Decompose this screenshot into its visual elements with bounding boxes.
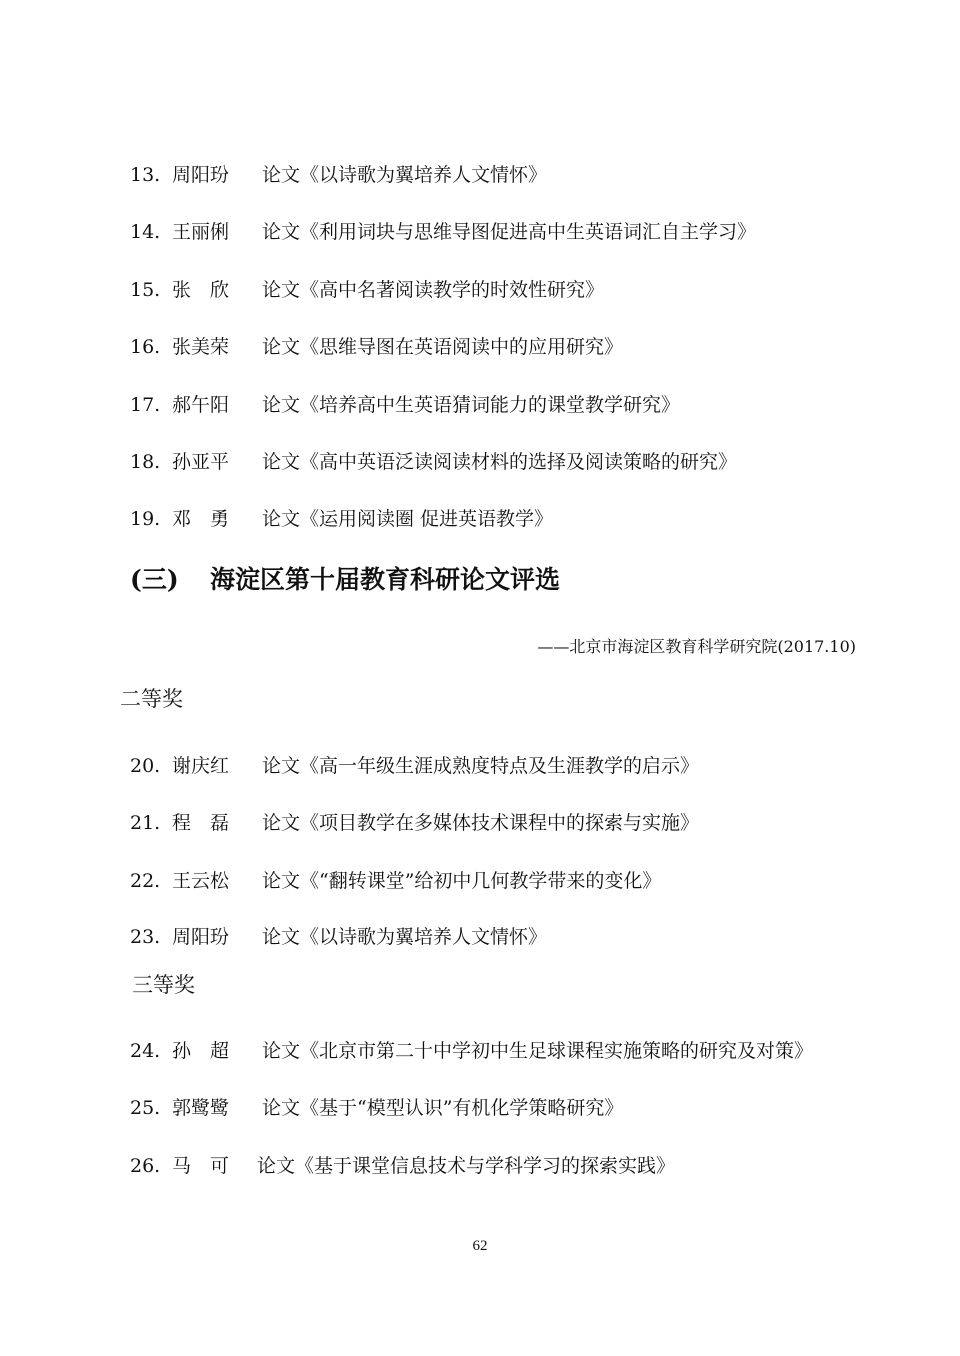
list-item	[130, 275, 604, 305]
item-number: 14.	[130, 221, 161, 243]
paper-title: 论文《以诗歌为翼培养人文情怀》	[262, 926, 548, 948]
item-number: 15.	[130, 279, 161, 301]
author-name: 谢庆红	[172, 755, 230, 777]
item-number: 16.	[130, 336, 161, 358]
item-number: 21.	[130, 812, 161, 834]
paper-title: 论文《运用阅读圈 促进英语教学》	[262, 508, 554, 530]
list-item	[130, 332, 623, 362]
second-prize-heading: 二等奖	[120, 687, 183, 711]
author-name: 周阳玢	[172, 926, 230, 948]
section-title: 海淀区第十届教育科研论文评选	[210, 565, 561, 594]
author-name: 程 磊	[172, 812, 230, 834]
item-number: 18.	[130, 451, 161, 473]
item-number: 22.	[130, 870, 161, 892]
item-number: 20.	[130, 755, 161, 777]
list-item	[130, 866, 661, 896]
list-item	[130, 217, 756, 247]
list-item	[130, 1151, 675, 1181]
list-item	[130, 1036, 813, 1066]
paper-title: 论文《北京市第二十中学初中生足球课程实施策略的研究及对策》	[262, 1040, 814, 1062]
paper-title: 论文《思维导图在英语阅读中的应用研究》	[262, 336, 624, 358]
list-item	[130, 751, 699, 781]
third-prize-heading: 三等奖	[132, 973, 195, 997]
paper-title: 论文《高中英语泛读阅读材料的选择及阅读策略的研究》	[262, 451, 738, 473]
paper-title: 论文《以诗歌为翼培养人文情怀》	[262, 164, 548, 186]
item-number: 26.	[130, 1155, 161, 1177]
author-name: 孙 超	[172, 1040, 230, 1062]
item-number: 24.	[130, 1040, 161, 1062]
author-name: 张 欣	[172, 279, 230, 301]
section-source: ——北京市海淀区教育科学研究院(2017.10)	[537, 637, 856, 656]
author-name: 邓 勇	[172, 508, 230, 530]
list-item	[130, 447, 737, 477]
paper-title: 论文《“翻转课堂”给初中几何教学带来的变化》	[262, 870, 662, 892]
list-item	[130, 160, 547, 190]
author-name: 王丽俐	[172, 221, 230, 243]
section-heading	[130, 562, 560, 598]
paper-title: 论文《利用词块与思维导图促进高中生英语词汇自主学习》	[262, 221, 757, 243]
author-name: 马 可	[172, 1155, 230, 1177]
item-number: 19.	[130, 508, 161, 530]
author-name: 张美荣	[172, 336, 230, 358]
list-item	[130, 808, 699, 838]
list-item	[130, 922, 547, 952]
item-number: 25.	[130, 1097, 161, 1119]
author-name: 郭鹭鹭	[172, 1097, 230, 1119]
paper-title: 论文《基于“模型认识”有机化学策略研究》	[262, 1097, 624, 1119]
list-item	[130, 1093, 623, 1123]
paper-title: 论文《基于课堂信息技术与学科学习的探索实践》	[257, 1155, 676, 1177]
item-number: 13.	[130, 164, 161, 186]
paper-title: 论文《项目教学在多媒体技术课程中的探索与实施》	[262, 812, 700, 834]
paper-title: 论文《培养高中生英语猜词能力的课堂教学研究》	[262, 394, 681, 416]
author-name: 孙亚平	[172, 451, 230, 473]
list-item	[130, 390, 680, 420]
item-number: 17.	[130, 394, 161, 416]
author-name: 郝午阳	[172, 394, 230, 416]
list-item	[130, 504, 553, 534]
paper-title: 论文《高一年级生涯成熟度特点及生涯教学的启示》	[262, 755, 700, 777]
page-number: 62	[472, 1238, 488, 1254]
paper-title: 论文《高中名著阅读教学的时效性研究》	[262, 279, 605, 301]
author-name: 王云松	[172, 870, 230, 892]
item-number: 23.	[130, 926, 161, 948]
author-name: 周阳玢	[172, 164, 230, 186]
section-label: (三)	[130, 565, 179, 594]
